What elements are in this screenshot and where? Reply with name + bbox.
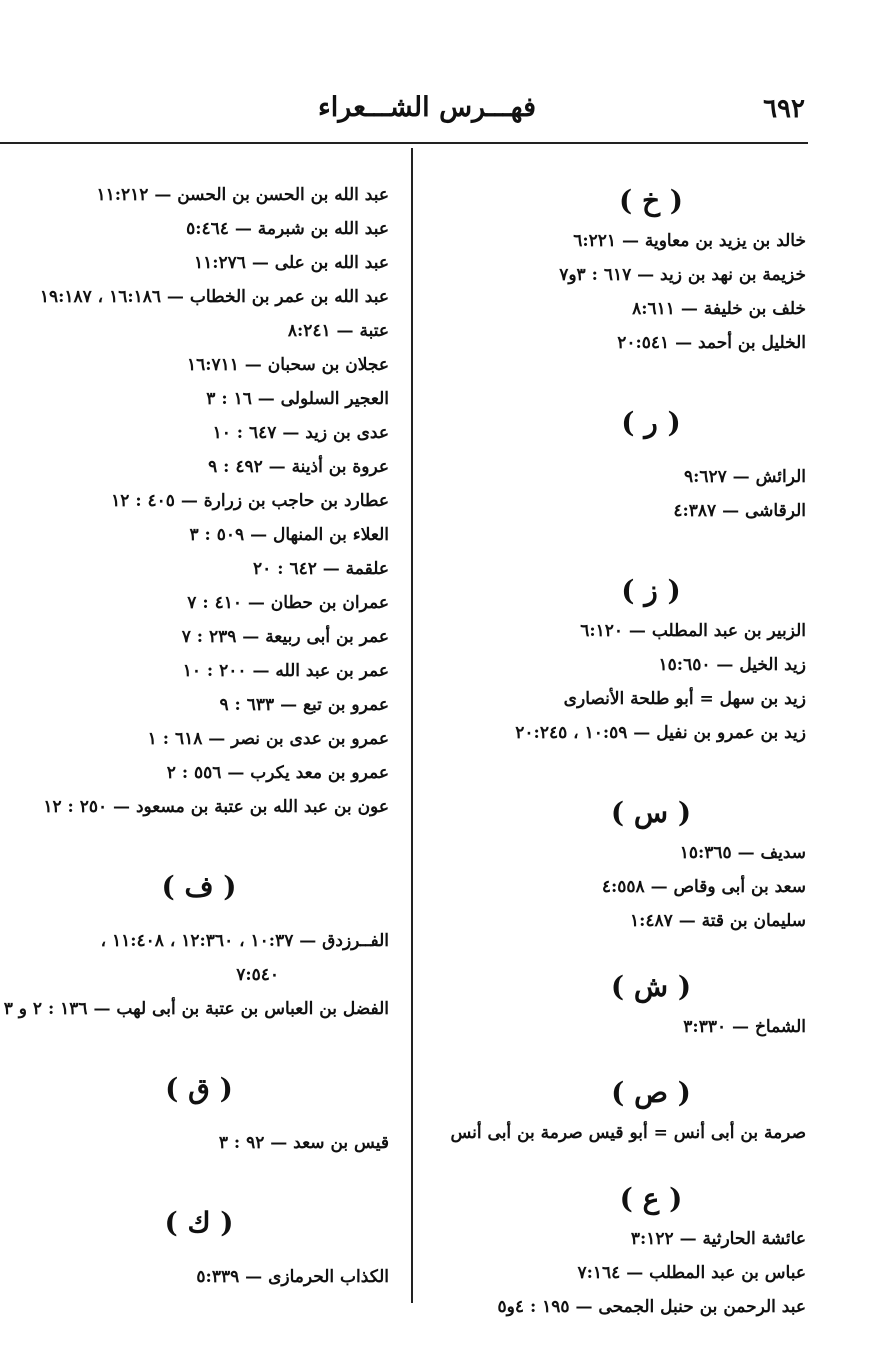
section-heading-qaf: ( ق ) [165, 1072, 233, 1105]
index-entry: العلاء بن المنهال — ٥٠٩ : ٣ [189, 525, 389, 545]
index-entry: سليمان بن قتة — ١:٤٨٧ [629, 911, 806, 931]
index-entry: عمرو بن معد يكرب — ٥٥٦ : ٢ [166, 763, 389, 783]
section-heading-ra: ( ر ) [621, 406, 681, 439]
index-entry: الرائش — ٩:٦٢٧ [683, 467, 806, 487]
index-entry: الزبير بن عبد المطلب — ٦:١٢٠ [580, 621, 806, 641]
index-entry: خلف بن خليفة — ٨:٦١١ [632, 299, 806, 319]
index-entry: خزيمة بن نهد بن زيد — ٦١٧ : ٣و٧ [559, 265, 806, 285]
index-entry: عمران بن حطان — ٤١٠ : ٧ [187, 593, 389, 613]
index-entry: عطارد بن حاجب بن زرارة — ٤٠٥ : ١٢ [111, 491, 389, 511]
section-heading-zay: ( ز ) [621, 574, 681, 607]
section-heading-ayn: ( ع ) [619, 1182, 683, 1215]
index-entry: عمر بن أبى ربيعة — ٢٣٩ : ٧ [181, 627, 389, 647]
index-entry-continuation: ٧:٥٤٠ [236, 965, 279, 985]
index-entry: العجير السلولى — ١٦ : ٣ [206, 389, 389, 409]
index-entry: الفضل بن العباس بن عتبة بن أبى لهب — ١٣٦ : ٢ و ٣ [3, 999, 389, 1019]
index-entry: الرقاشى — ٤:٣٨٧ [673, 501, 806, 521]
section-heading-shin: ( ش ) [610, 970, 692, 1003]
running-title: فهـــرس الشـــعراء [318, 92, 537, 123]
index-entry: زيد بن سهل = أبو طلحة الأنصارى [563, 689, 806, 709]
section-heading-fa: ( ف ) [161, 870, 237, 903]
index-entry: عبد الرحمن بن حنبل الجمحى — ١٩٥ : ٤و٥ [497, 1297, 806, 1317]
section-heading-sin: ( س ) [610, 796, 692, 829]
index-entry: خالد بن يزيد بن معاوية — ٦:٢٢١ [573, 231, 806, 251]
index-entry: عائشة الحارثية — ٣:١٢٢ [630, 1229, 806, 1249]
index-entry: زيد الخيل — ١٥:٦٥٠ [658, 655, 806, 675]
column-divider [411, 148, 413, 1303]
page-number: ٦٩٢ [763, 94, 805, 124]
index-entry: صرمة بن أبى أنس = أبو قيس صرمة بن أبى أنس [450, 1123, 806, 1143]
index-entry: عبد الله بن الحسن بن الحسن — ١١:٢١٢ [96, 185, 389, 205]
left-column [3, 178, 389, 1294]
index-entry: عروة بن أذينة — ٤٩٢ : ٩ [208, 457, 389, 477]
index-entry: عبد الله بن على — ١١:٢٧٦ [194, 253, 389, 273]
index-entry: الكذاب الحرمازى — ٥:٣٣٩ [196, 1267, 389, 1287]
index-entry: عبد الله بن عمر بن الخطاب — ١٦:١٨٦ ، ١٩:١٨٧ [39, 287, 389, 307]
index-entry: علقمة — ٦٤٢ : ٢٠ [253, 559, 389, 579]
index-entry: عدى بن زيد — ٦٤٧ : ١٠ [212, 423, 389, 443]
header-rule [0, 142, 808, 144]
index-entry: سعد بن أبى وقاص — ٤:٥٥٨ [601, 877, 806, 897]
section-heading-sad: ( ص ) [611, 1076, 691, 1109]
index-entry: عون بن عبد الله بن عتبة بن مسعود — ٢٥٠ : ١٢ [43, 797, 389, 817]
index-entry: الفــرزدق — ١٠:٣٧ ، ١٢:٣٦٠ ، ١١:٤٠٨ ، [100, 931, 389, 951]
right-column [450, 178, 806, 1324]
index-entry: عتبة — ٨:٢٤١ [287, 321, 389, 341]
index-entry: عجلان بن سحبان — ١٦:٧١١ [186, 355, 389, 375]
section-heading-kha: ( خ ) [618, 184, 684, 217]
index-entry: عمر بن عبد الله — ٢٠٠ : ١٠ [182, 661, 389, 681]
section-heading-kaf: ( ك ) [164, 1206, 234, 1239]
index-entry: عمرو بن عدى بن نصر — ٦١٨ : ١ [147, 729, 389, 749]
index-entry: عباس بن عبد المطلب — ٧:١٦٤ [577, 1263, 806, 1283]
page-header [0, 92, 885, 132]
index-entry: سديف — ١٥:٣٦٥ [679, 843, 806, 863]
index-entry: قيس بن سعد — ٩٢ : ٣ [218, 1133, 389, 1153]
index-entry: عبد الله بن شبرمة — ٥:٤٦٤ [186, 219, 389, 239]
index-entry: عمرو بن تبع — ٦٣٣ : ٩ [219, 695, 389, 715]
index-entry: الخليل بن أحمد — ٢٠:٥٤١ [617, 333, 806, 353]
index-entry: الشماخ — ٣:٣٣٠ [683, 1017, 806, 1037]
index-entry: زيد بن عمرو بن نفيل — ١٠:٥٩ ، ٢٠:٢٤٥ [515, 723, 806, 743]
